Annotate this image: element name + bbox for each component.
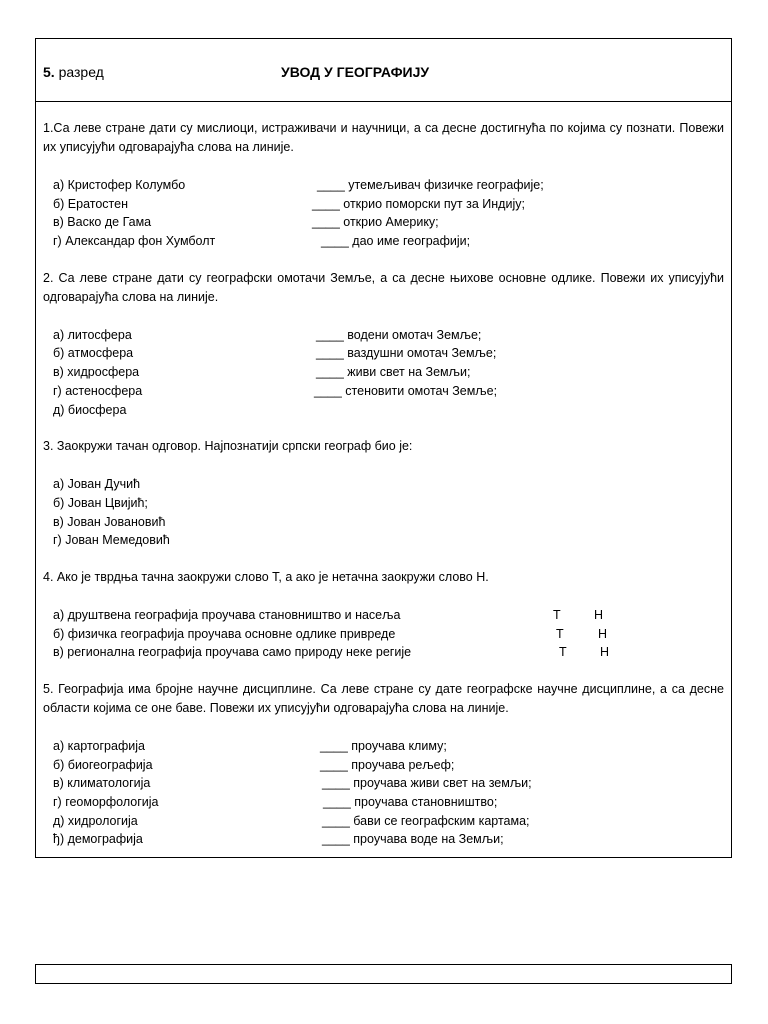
question-4-text: 4. Ако је тврдња тачна заокружи слово Т, а ако је нетачна заокружи слово Н.	[43, 569, 489, 584]
false-option: Н	[598, 626, 608, 641]
q5-right-item: ____ проучава рељеф;	[320, 757, 455, 772]
question-3-text: 3. Заокружи тачан одговор. Најпознатији српски географ био је:	[43, 439, 413, 454]
q2-left-item: в) хидросфера	[53, 365, 140, 380]
q2-left-item: г) астеносфера	[53, 383, 143, 398]
question-2-text: 2. Са леве стране дати су географски омотачи Земље, а са десне њихове основне одлике. Повежи их уписујући одговарајућа слова на линије.	[43, 270, 724, 304]
question-5	[43, 680, 724, 849]
q2-right-item: ____ водени омотач Земље;	[316, 327, 482, 342]
q1-left-item: а) Кристофер Колумбо	[53, 178, 186, 192]
false-option: Н	[600, 645, 610, 660]
q5-left-item: в) климатологија	[53, 776, 151, 791]
q3-option	[43, 494, 724, 513]
q5-right-item: ____ проучава климу;	[320, 739, 447, 753]
question-4	[43, 568, 724, 662]
grade-number: 5.	[43, 64, 55, 80]
grade-label	[43, 64, 104, 80]
q5-left-item: ђ) демографија	[53, 832, 143, 847]
q2-row	[43, 326, 724, 345]
q1-row	[43, 213, 724, 232]
true-option: Т	[559, 645, 567, 660]
q1-row	[43, 195, 724, 214]
q2-row	[43, 344, 724, 363]
worksheet-frame	[35, 38, 732, 858]
grade-word: разред	[54, 64, 104, 80]
q1-row	[43, 176, 724, 195]
q3-option-text: б) Јован Цвијић;	[53, 495, 148, 510]
question-3	[43, 437, 724, 550]
question-2	[43, 269, 724, 419]
q5-left-item: г) геоморфологија	[53, 795, 159, 810]
q3-option	[43, 531, 724, 550]
q5-right-item: ____ бави се географским картама;	[322, 813, 530, 828]
q2-row	[43, 363, 724, 382]
q3-option	[43, 475, 724, 494]
worksheet-content	[43, 119, 724, 867]
q5-right-item: ____ проучава воде на Земљи;	[322, 832, 504, 847]
q5-row	[43, 830, 724, 849]
q2-right-item: ____ живи свет на Земљи;	[316, 365, 471, 380]
footer-box	[35, 964, 732, 984]
q3-option-text: в) Јован Јовановић	[53, 514, 166, 529]
q1-left-item: в) Васко де Гама	[53, 215, 152, 230]
q5-row	[43, 756, 724, 775]
q2-left-item: б) атмосфера	[53, 346, 134, 361]
q2-right-item: ____ стеновити омотач Земље;	[314, 383, 498, 398]
question-1	[43, 119, 724, 251]
worksheet-header	[36, 39, 731, 102]
question-1-text: 1.Са леве стране дати су мислиоци, истраживачи и научници, а са десне достигнућа по којима су познати. Повежи их уписујући одговарајућа слова на линије.	[43, 121, 724, 154]
page-title: УВОД У ГЕОГРАФИЈУ	[281, 64, 430, 80]
q4-statement	[43, 625, 724, 644]
q4-statement-text: б) физичка географија проучава основне одлике привреде	[53, 626, 396, 641]
q2-left-item: д) биосфера	[53, 402, 127, 417]
q5-right-item: ____ проучава становништво;	[323, 795, 498, 810]
q4-statement-text: в) регионална географија проучава само природу неке регије	[53, 645, 412, 660]
q1-row	[43, 232, 724, 251]
q2-right-item: ____ ваздушни омотач Земље;	[316, 346, 497, 361]
q4-statement	[43, 606, 724, 625]
q5-left-item: д) хидрологија	[53, 813, 138, 828]
q1-right-item: ____ утемељивач физичке географије;	[317, 178, 544, 192]
question-5-text: 5. Географија има бројне научне дисциплине. Са леве стране су дате географске научне дисциплине, а са десне области којима се оне баве. Повежи их уписујући одговарајућа слова на линије.	[43, 682, 724, 715]
q5-row	[43, 793, 724, 812]
q2-left-item: а) литосфера	[53, 327, 132, 342]
q2-row	[43, 382, 724, 401]
q1-right-item: ____ дао име географији;	[321, 234, 471, 249]
q5-left-item: а) картографија	[53, 739, 145, 753]
q5-left-item: б) биогеографија	[53, 757, 153, 772]
q1-left-item: г) Александар фон Хумболт	[53, 234, 216, 249]
q4-statement-text: а) друштвена географија проучава становништво и насеља	[53, 607, 401, 622]
q2-row	[43, 401, 724, 420]
false-option: Н	[594, 607, 604, 622]
q3-option-text: г) Јован Мемедовић	[53, 533, 170, 548]
true-option: Т	[553, 607, 561, 622]
q5-row	[43, 737, 724, 756]
q4-statement	[43, 643, 724, 662]
q5-right-item: ____ проучава живи свет на земљи;	[322, 776, 532, 791]
q3-option	[43, 513, 724, 532]
q3-option-text: а) Јован Дучић	[53, 477, 141, 492]
q1-right-item: ____ открио Америку;	[312, 215, 439, 230]
q1-right-item: ____ открио поморски пут за Индију;	[312, 196, 525, 211]
q5-row	[43, 812, 724, 831]
q1-left-item: б) Ератостен	[53, 196, 128, 211]
q5-row	[43, 774, 724, 793]
true-option: Т	[556, 626, 564, 641]
